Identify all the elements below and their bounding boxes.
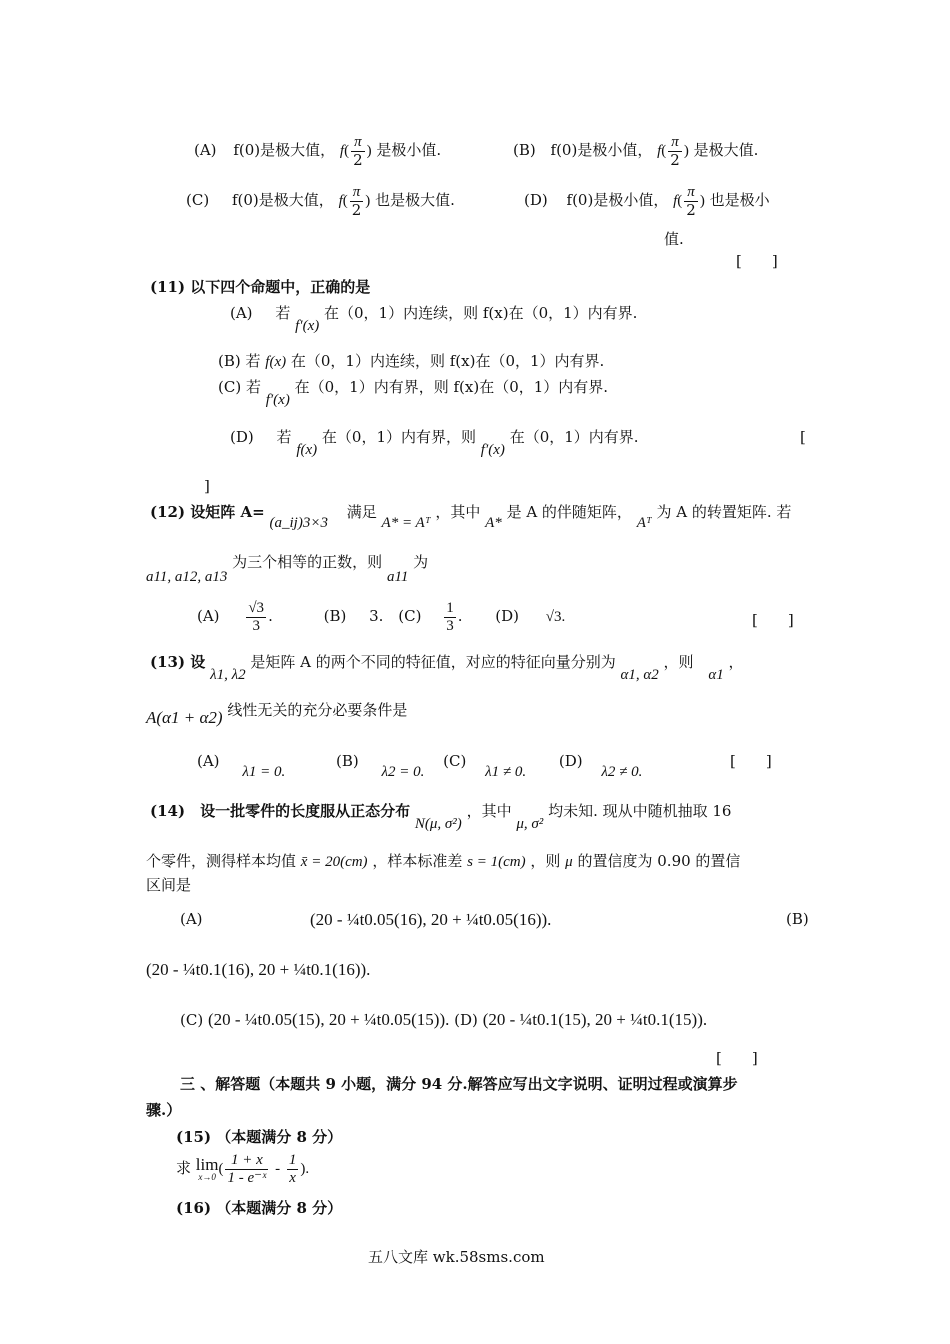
math-mu: μ xyxy=(565,854,573,870)
option-label: (C) xyxy=(443,752,467,770)
q14-option-b-label: (B) xyxy=(786,910,809,928)
option-text: 在（0，1）内连续，则 f(x)在（0，1）内有界. xyxy=(324,304,638,322)
q12-options: (A) $\frac{√3}{3}$ . (B) 3. (C) $\frac{1}{3}$ . (D) √3. xyxy=(197,600,566,634)
question-text: 为三个相等的正数，则 xyxy=(232,553,383,571)
math-expression: A(α1 + α2) xyxy=(146,708,223,727)
option-text: 在（0，1）内有界. xyxy=(509,428,639,446)
question-text: ， xyxy=(728,653,744,671)
q11-bracket-open[interactable]: [ xyxy=(800,428,806,446)
q14-answer-bracket[interactable]: [ ] xyxy=(716,1049,758,1067)
math-params: μ, σ² xyxy=(516,816,544,832)
q14-option-a-label: (A) xyxy=(180,910,203,928)
q14-line3: 区间是 xyxy=(146,876,192,894)
q13-options xyxy=(197,752,643,780)
question-text: 的置信度为 0.90 的置信 xyxy=(577,852,741,870)
minus-sign: - xyxy=(275,1161,281,1177)
option-text: 在（0，1）内连续，则 f(x)在（0，1）内有界. xyxy=(290,352,605,370)
frac-den: 3 xyxy=(252,617,260,634)
math-astar: A* xyxy=(485,515,502,531)
option-text: 在（0，1）内有界，则 f(x)在（0，1）内有界. xyxy=(294,378,609,396)
question-text: 为 xyxy=(413,553,429,571)
question-text: ，样本标准差 xyxy=(372,852,463,870)
fraction-1 xyxy=(225,1152,268,1186)
option-label: (B) xyxy=(323,607,347,625)
lim-operator: lim xyxy=(195,1155,219,1174)
q15-expression: 求 lim x→0 ( $\frac{1 + x}{\text{1 - e⁻ˣ}}$ - $\frac{1}{x}$ ). xyxy=(176,1152,310,1186)
q10-option-d: (D) f(0)是极小值， f( $\frac{\pi}{2}$ ) 也是极小 xyxy=(524,184,770,219)
frac-den: 2 xyxy=(670,150,680,169)
option-label: (A) xyxy=(197,607,220,625)
option-label: (D) xyxy=(454,1011,478,1029)
math-alphas: α1, α2 xyxy=(620,667,659,683)
q10-option-a: (A) f(0)是极大值， f( $\frac{\pi}{2}$ ) 是极小值. xyxy=(194,134,442,169)
section3-heading: 三 、解答题（本题共 9 小题，满分 94 分.解答应写出文字说明、证明过程或演算步 xyxy=(180,1075,738,1093)
sqrt3-over-3 xyxy=(246,600,266,634)
option-value: λ2 = 0. xyxy=(381,764,425,780)
q10-option-c: (C) f(0)是极大值， f( $\frac{\pi}{2}$ ) 也是极大值. xyxy=(186,184,455,219)
q14-option-b: (20 - ¼t0.1(16), 20 + ¼t0.1(16)). xyxy=(146,960,371,979)
q14-line2 xyxy=(146,852,740,871)
math-lambdas: λ1, λ2 xyxy=(210,667,246,683)
q14-option-c xyxy=(180,1010,707,1030)
q12-answer-bracket[interactable]: [ ] xyxy=(752,611,794,629)
math-sample-std: s = 1(cm) xyxy=(467,854,526,870)
pi-over-2 xyxy=(350,184,364,218)
q13-line1 xyxy=(150,653,744,683)
one-over-3 xyxy=(444,600,456,634)
lim-subscript: x→0 xyxy=(198,1172,216,1182)
pi-over-2 xyxy=(668,134,682,168)
math-f: f xyxy=(338,193,343,209)
frac-den: 2 xyxy=(351,200,362,219)
frac-den: 2 xyxy=(686,200,696,219)
math-alpha1: α1 xyxy=(708,667,724,683)
frac-num: π xyxy=(668,134,682,152)
option-label: (A) xyxy=(230,304,253,322)
option-text: 也是极大值. xyxy=(375,191,455,209)
math-f: f xyxy=(339,143,345,159)
frac-num: π xyxy=(351,134,365,152)
question-title: (13) 设 xyxy=(150,653,206,671)
question-text: 线性无关的充分必要条件是 xyxy=(227,701,408,719)
math-f: f(x) xyxy=(265,354,287,370)
frac-num: π xyxy=(350,184,364,202)
question-text: ，则 xyxy=(663,653,694,671)
option-value: (20 - ¼t0.05(15), 20 + ¼t0.05(15)). xyxy=(207,1010,450,1029)
option-text: 在（0，1）内有界，则 xyxy=(321,428,477,446)
option-text: (C) 若 xyxy=(218,378,261,396)
option-value: λ2 ≠ 0. xyxy=(601,764,643,780)
option-text: (B) 若 xyxy=(218,352,261,370)
expression-end: ). xyxy=(300,1161,310,1177)
math-distribution: N(μ, σ²) xyxy=(414,816,462,832)
q16-title: (16) （本题满分 8 分） xyxy=(176,1199,343,1217)
frac-num: 1 xyxy=(446,600,454,616)
option-text: f(0)是极小值， xyxy=(550,141,653,159)
frac-num: √3 xyxy=(248,600,265,616)
option-text: f(0)是极大值， xyxy=(231,191,334,209)
question-text: ，其中 xyxy=(435,503,481,521)
option-value: √3. xyxy=(545,609,566,625)
option-text: 若 xyxy=(275,304,291,322)
section3-heading-cont: 骤.） xyxy=(146,1101,182,1119)
q14-line1 xyxy=(150,802,732,832)
q10-answer-bracket[interactable]: [ ] xyxy=(736,252,778,270)
question-title: (14) 设一批零件的长度服从正态分布 xyxy=(150,802,411,820)
q11-option-c xyxy=(218,378,609,408)
q12-line1 xyxy=(150,503,792,531)
pi-over-2 xyxy=(684,184,698,218)
option-label: (D) xyxy=(230,428,254,446)
q11-title: (11) 以下四个命题中，正确的是 xyxy=(150,278,371,296)
option-label: (A) xyxy=(194,141,217,159)
option-label: (C) xyxy=(186,191,210,209)
question-title: (12) 设矩阵 A= xyxy=(150,503,265,521)
math-f: f xyxy=(673,193,678,209)
question-text: 求 xyxy=(176,1159,192,1177)
pi-over-2 xyxy=(351,134,365,168)
q11-option-d xyxy=(230,428,639,458)
option-label: (B) xyxy=(513,141,536,159)
option-value: λ1 ≠ 0. xyxy=(485,764,527,780)
question-text: 是 A 的伴随矩阵， xyxy=(506,503,632,521)
option-text: 是极小值. xyxy=(376,141,442,159)
math-sample-mean: x̄ = 20(cm) xyxy=(300,854,368,870)
question-text: 满足 xyxy=(346,503,377,521)
math-var: a11 xyxy=(386,569,409,585)
option-value: (20 - ¼t0.1(15), 20 + ¼t0.1(15)). xyxy=(482,1010,708,1029)
q11-bracket-close[interactable]: ] xyxy=(204,477,210,495)
math-f: f(x) xyxy=(296,442,318,458)
math-vars: a11, a12, a13 xyxy=(146,569,228,585)
q11-option-b xyxy=(218,352,604,371)
math-equation: A* = Aᵀ xyxy=(381,515,431,531)
option-text: f(0)是极大值， xyxy=(233,141,336,159)
option-label: (D) xyxy=(524,191,548,209)
math-fprime: f′(x) xyxy=(480,442,505,458)
option-label: (D) xyxy=(558,752,583,770)
frac-den: 3 xyxy=(446,617,454,634)
q13-answer-bracket[interactable]: [ ] xyxy=(730,752,772,770)
q13-line2 xyxy=(146,700,408,727)
q10-option-d-cont: 值. xyxy=(664,230,684,248)
option-label: (C) xyxy=(398,607,422,625)
question-text: 均未知. 现从中随机抽取 16 xyxy=(548,802,732,820)
question-text: 个零件，测得样本均值 xyxy=(146,852,297,870)
math-fprime: f′(x) xyxy=(265,392,290,408)
option-label: (A) xyxy=(197,752,220,770)
option-text: 是极大值. xyxy=(693,141,759,159)
frac-num: 1 xyxy=(288,1152,297,1168)
q11-option-a xyxy=(230,304,638,334)
frac-den: 1 - e⁻ˣ xyxy=(227,1169,267,1186)
option-label: (D) xyxy=(495,607,519,625)
question-text: ，其中 xyxy=(466,802,512,820)
q12-line2 xyxy=(146,553,429,585)
question-text: ，则 xyxy=(530,852,561,870)
option-label: (C) xyxy=(180,1011,204,1029)
fraction-2 xyxy=(287,1152,299,1186)
question-text: 为 A 的转置矩阵. 若 xyxy=(656,503,792,521)
option-text: 也是极小 xyxy=(709,191,770,209)
math-f: f xyxy=(657,143,662,159)
option-value: λ1 = 0. xyxy=(242,764,286,780)
option-text: f(0)是极小值， xyxy=(566,191,669,209)
limit xyxy=(196,1156,219,1182)
q14-option-a: (20 - ¼t0.05(16), 20 + ¼t0.05(16)). xyxy=(310,910,552,929)
math-matrix: (a_ij)3×3 xyxy=(269,515,328,531)
q15-title: (15) （本题满分 8 分） xyxy=(176,1128,343,1146)
option-text: 若 xyxy=(276,428,292,446)
math-fprime: f′(x) xyxy=(295,318,320,334)
frac-num: 1 + x xyxy=(225,1152,268,1170)
q10-option-b: (B) f(0)是极小值， f( $\frac{\pi}{2}$ ) 是极大值. xyxy=(513,134,759,169)
option-value: 3. xyxy=(369,607,384,625)
frac-den: 2 xyxy=(353,150,363,169)
page-footer: 五八文库 wk.58sms.com xyxy=(368,1248,545,1266)
frac-den: x xyxy=(289,1169,296,1186)
option-label: (B) xyxy=(335,752,359,770)
frac-num: π xyxy=(684,184,698,202)
question-text: 是矩阵 A 的两个不同的特征值，对应的特征向量分别为 xyxy=(250,653,616,671)
math-at: Aᵀ xyxy=(636,515,652,531)
